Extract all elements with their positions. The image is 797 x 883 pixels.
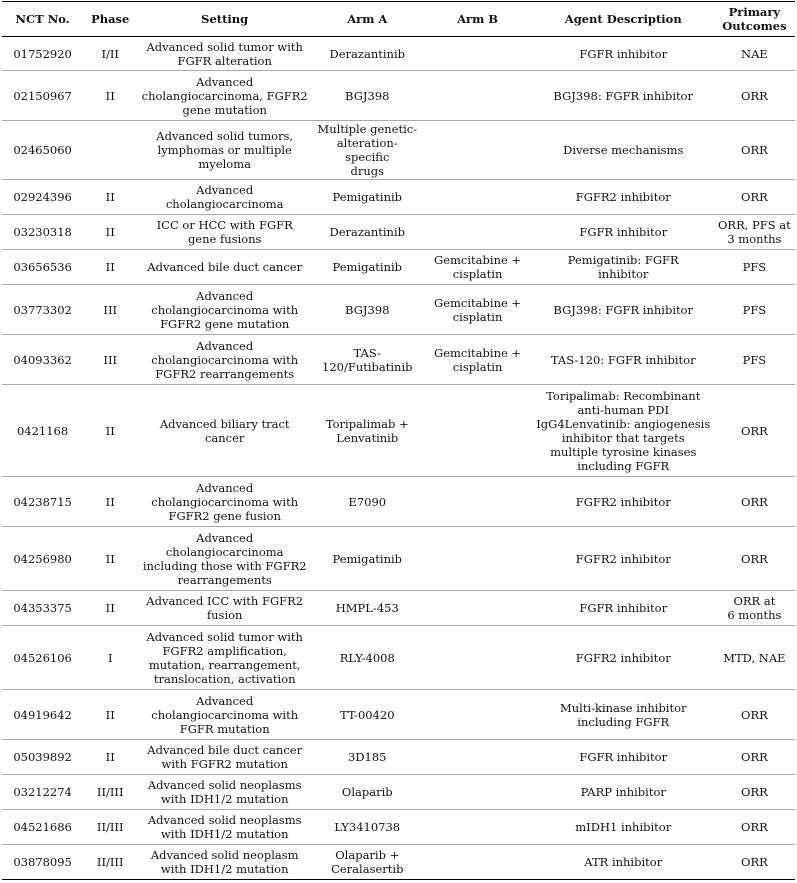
cell-nct: [2, 690, 83, 740]
cell-nct: [2, 285, 83, 335]
cell-arm-a-text: Derazantinib: [329, 225, 405, 239]
cell-nct: [2, 626, 83, 690]
cell-setting: [137, 527, 312, 591]
cell-arm-a-text: Olaparib: [341, 785, 393, 799]
cell-agent-description-text: Pemigatinib: FGFR inhibitor: [567, 253, 679, 281]
header-agent-description: Agent Description: [533, 2, 714, 37]
cell-phase: [83, 37, 137, 71]
cell-primary-outcomes: [714, 71, 795, 121]
cell-setting: [137, 775, 312, 810]
header-primary-outcomes: Primary Outcomes: [714, 2, 795, 37]
cell-nct: [2, 250, 83, 285]
cell-phase: [83, 71, 137, 121]
cell-arm-a: [312, 121, 422, 180]
cell-phase-text: II/III: [96, 785, 124, 799]
cell-primary-outcomes: [714, 385, 795, 477]
cell-setting-text: Advanced solid neoplasms with IDH1/2 mutation: [147, 778, 302, 806]
cell-arm-b: [422, 740, 532, 775]
cell-primary-outcomes: [714, 740, 795, 775]
cell-arm-a-text: HMPL-453: [335, 601, 399, 615]
cell-setting-text: Advanced ICC with FGFR2 fusion: [146, 594, 304, 622]
cell-agent-description-text: BGJ398: FGFR inhibitor: [553, 302, 694, 317]
cell-arm-a-text: BGJ398: [345, 302, 390, 317]
table-row: [2, 690, 795, 740]
cell-setting: [137, 477, 312, 527]
cell-nct-text: 04919642: [13, 707, 72, 722]
cell-phase: [83, 690, 137, 740]
table-row: [2, 37, 795, 71]
cell-setting-text: Advanced solid tumor with FGFR2 amplification, mutation, rearrangement, translocation, activation: [146, 629, 303, 686]
cell-agent-description-text: FGFR2 inhibitor: [575, 190, 671, 204]
cell-primary-outcomes: [714, 250, 795, 285]
table-body: [2, 37, 795, 880]
cell-phase: [83, 477, 137, 527]
cell-nct: [2, 477, 83, 527]
cell-agent-description-text: FGFR inhibitor: [579, 225, 668, 239]
cell-primary-outcomes-text: ORR: [741, 707, 768, 722]
cell-arm-b: [422, 180, 532, 215]
table-row: [2, 775, 795, 810]
cell-arm-a: [312, 250, 422, 285]
header-setting: Setting: [137, 2, 312, 37]
cell-setting-text: Advanced solid tumors, lymphomas or multiple myeloma: [156, 129, 294, 171]
cell-arm-a: [312, 690, 422, 740]
cell-agent-description: [533, 215, 714, 250]
cell-primary-outcomes: [714, 180, 795, 215]
cell-primary-outcomes: [714, 810, 795, 845]
cell-agent-description-text: Multi-kinase inhibitor including FGFR: [559, 700, 687, 729]
cell-agent-description-text: FGFR2 inhibitor: [575, 551, 671, 566]
cell-arm-b-text: Gemcitabine + cisplatin: [434, 295, 522, 324]
cell-nct-text: 01752920: [13, 46, 72, 61]
cell-setting: [137, 810, 312, 845]
cell-phase-text: II/III: [96, 855, 124, 869]
cell-agent-description: [533, 626, 714, 690]
table-row: [2, 71, 795, 121]
cell-phase: [83, 285, 137, 335]
cell-arm-a-text: TAS- 120/Futibatinib: [322, 345, 413, 374]
cell-primary-outcomes: [714, 527, 795, 591]
table-row: [2, 335, 795, 385]
cell-arm-b: [422, 775, 532, 810]
cell-setting: [137, 740, 312, 775]
cell-nct-text: 02150967: [13, 88, 72, 103]
cell-arm-a: [312, 845, 422, 880]
cell-setting-text: Advanced cholangiocarcinoma with FGFR2 gene fusion: [151, 480, 299, 523]
cell-nct: [2, 810, 83, 845]
cell-arm-a-text: RLY-4008: [339, 650, 395, 665]
cell-arm-a-text: Toripalimab + Lenvatinib: [325, 416, 409, 445]
cell-phase-text: II: [105, 423, 115, 438]
cell-arm-a: [312, 215, 422, 250]
cell-agent-description: [533, 180, 714, 215]
cell-arm-a-text: E7090: [348, 494, 387, 509]
cell-arm-a: [312, 385, 422, 477]
cell-nct: [2, 385, 83, 477]
cell-phase: [83, 335, 137, 385]
cell-phase: [83, 121, 137, 180]
cell-arm-b: [422, 690, 532, 740]
cell-primary-outcomes-text: ORR: [741, 785, 768, 799]
cell-setting: [137, 285, 312, 335]
cell-setting: [137, 121, 312, 180]
cell-nct-text: 03773302: [13, 302, 72, 317]
header-arm-b: Arm B: [422, 2, 532, 37]
cell-arm-a: [312, 810, 422, 845]
cell-primary-outcomes: [714, 591, 795, 626]
cell-nct: [2, 591, 83, 626]
cell-arm-a: [312, 591, 422, 626]
cell-primary-outcomes: [714, 477, 795, 527]
cell-arm-b: [422, 71, 532, 121]
cell-arm-a: [312, 285, 422, 335]
cell-phase-text: II: [105, 551, 115, 566]
table-row: [2, 740, 795, 775]
table-row: [2, 591, 795, 626]
cell-phase-text: II/III: [96, 820, 124, 834]
cell-nct: [2, 775, 83, 810]
cell-phase-text: II: [105, 88, 115, 103]
cell-nct-text: 03230318: [13, 225, 72, 239]
cell-arm-a-text: 3D185: [348, 750, 387, 764]
cell-phase-text: III: [103, 352, 118, 367]
cell-setting-text: Advanced solid neoplasm with IDH1/2 mutation: [150, 848, 299, 876]
cell-arm-a: [312, 71, 422, 121]
cell-arm-b: [422, 37, 532, 71]
cell-phase: [83, 250, 137, 285]
cell-nct: [2, 845, 83, 880]
cell-setting: [137, 215, 312, 250]
cell-arm-a-text: LY3410738: [334, 820, 401, 834]
cell-nct: [2, 527, 83, 591]
cell-nct-text: 04256980: [13, 551, 72, 566]
cell-phase-text: I/II: [101, 46, 119, 61]
cell-phase-text: II: [105, 707, 115, 722]
cell-primary-outcomes-text: ORR: [741, 423, 768, 438]
cell-arm-a: [312, 775, 422, 810]
cell-primary-outcomes-text: NAE: [741, 46, 768, 61]
cell-nct: [2, 740, 83, 775]
cell-nct-text: 02465060: [13, 143, 72, 157]
cell-primary-outcomes-text: PFS: [742, 352, 767, 367]
cell-primary-outcomes-text: PFS: [742, 260, 767, 274]
cell-setting: [137, 626, 312, 690]
cell-setting: [137, 385, 312, 477]
table-row: [2, 385, 795, 477]
cell-phase-text: II: [105, 190, 115, 204]
table-row: [2, 845, 795, 880]
cell-setting-text: Advanced solid neoplasms with IDH1/2 mutation: [147, 813, 302, 841]
cell-arm-b: [422, 591, 532, 626]
cell-primary-outcomes: [714, 775, 795, 810]
cell-primary-outcomes: [714, 335, 795, 385]
table-row: [2, 121, 795, 180]
cell-nct-text: 0421168: [16, 423, 69, 438]
cell-phase-text: II: [105, 225, 115, 239]
clinical-trials-table: [2, 1, 795, 880]
cell-setting: [137, 591, 312, 626]
cell-nct: [2, 37, 83, 71]
cell-arm-b: [422, 250, 532, 285]
cell-setting-text: Advanced bile duct cancer: [147, 260, 303, 274]
cell-arm-a: [312, 626, 422, 690]
cell-phase: [83, 180, 137, 215]
cell-primary-outcomes: [714, 626, 795, 690]
cell-agent-description: [533, 385, 714, 477]
cell-primary-outcomes-text: ORR: [741, 551, 768, 566]
cell-agent-description: [533, 775, 714, 810]
cell-setting-text: Advanced cholangiocarcinoma, FGFR2 gene mutation: [141, 74, 308, 117]
cell-primary-outcomes-text: ORR at 6 months: [727, 594, 782, 622]
table-row: [2, 250, 795, 285]
cell-arm-b: [422, 121, 532, 180]
cell-agent-description-text: FGFR2 inhibitor: [575, 650, 671, 665]
cell-primary-outcomes-text: PFS: [742, 302, 767, 317]
cell-arm-b-text: Gemcitabine + cisplatin: [434, 345, 522, 374]
cell-nct-text: 04238715: [13, 494, 72, 509]
table-row: [2, 527, 795, 591]
cell-phase: [83, 626, 137, 690]
cell-arm-b: [422, 810, 532, 845]
cell-setting-text: Advanced cholangiocarcinoma: [165, 183, 284, 211]
cell-nct-text: 04093362: [13, 352, 72, 367]
cell-arm-a: [312, 527, 422, 591]
cell-phase-text: I: [107, 650, 113, 665]
cell-agent-description-text: PARP inhibitor: [580, 785, 666, 799]
cell-primary-outcomes: [714, 215, 795, 250]
cell-agent-description: [533, 591, 714, 626]
cell-primary-outcomes: [714, 121, 795, 180]
cell-setting: [137, 335, 312, 385]
cell-agent-description: [533, 477, 714, 527]
cell-agent-description-text: TAS-120: FGFR inhibitor: [550, 352, 696, 367]
cell-nct-text: 04521686: [13, 820, 72, 834]
cell-agent-description: [533, 527, 714, 591]
cell-nct-text: 03212274: [13, 785, 72, 799]
cell-agent-description-text: BGJ398: FGFR inhibitor: [553, 88, 694, 103]
cell-arm-b-text: Gemcitabine + cisplatin: [434, 253, 522, 281]
cell-primary-outcomes: [714, 285, 795, 335]
cell-agent-description: [533, 810, 714, 845]
cell-primary-outcomes-text: MTD, NAE: [723, 650, 786, 665]
cell-phase-text: II: [105, 601, 115, 615]
cell-phase: [83, 845, 137, 880]
cell-arm-a-text: BGJ398: [345, 88, 390, 103]
cell-setting-text: Advanced solid tumor with FGFR alteration: [146, 39, 303, 68]
cell-setting: [137, 250, 312, 285]
cell-agent-description: [533, 335, 714, 385]
cell-primary-outcomes-text: ORR: [741, 143, 768, 157]
cell-arm-a-text: Pemigatinib: [332, 190, 403, 204]
cell-phase-text: II: [105, 750, 115, 764]
cell-agent-description: [533, 740, 714, 775]
cell-setting-text: Advanced cholangiocarcinoma with FGFR2 rearrangements: [151, 338, 299, 381]
cell-nct-text: 05039892: [13, 750, 72, 764]
header-nct: NCT No.: [2, 2, 83, 37]
cell-arm-a: [312, 335, 422, 385]
cell-primary-outcomes-text: ORR, PFS at 3 months: [717, 218, 791, 246]
cell-arm-a-text: Derazantinib: [329, 46, 405, 61]
cell-agent-description: [533, 250, 714, 285]
cell-phase-text: II: [105, 260, 115, 274]
cell-nct-text: 02924396: [13, 190, 72, 204]
cell-setting: [137, 845, 312, 880]
cell-phase: [83, 810, 137, 845]
cell-phase-text: II: [105, 494, 115, 509]
cell-arm-b: [422, 335, 532, 385]
cell-phase: [83, 740, 137, 775]
cell-arm-b: [422, 845, 532, 880]
cell-nct-text: 03878095: [13, 855, 72, 869]
cell-setting-text: Advanced cholangiocarcinoma including those with FGFR2 rearrangements: [142, 530, 307, 587]
cell-agent-description: [533, 285, 714, 335]
cell-phase-text: III: [103, 302, 118, 317]
table-row: [2, 180, 795, 215]
cell-nct: [2, 180, 83, 215]
table-row: [2, 285, 795, 335]
cell-phase: [83, 591, 137, 626]
cell-nct-text: 04353375: [13, 601, 72, 615]
cell-nct: [2, 71, 83, 121]
table-row: [2, 215, 795, 250]
cell-arm-b: [422, 385, 532, 477]
cell-agent-description-text: mIDH1 inhibitor: [575, 820, 672, 834]
cell-setting-text: Advanced cholangiocarcinoma with FGFR2 gene mutation: [151, 288, 299, 331]
table-header: [2, 2, 795, 37]
cell-arm-b: [422, 215, 532, 250]
cell-setting: [137, 690, 312, 740]
cell-arm-b: [422, 285, 532, 335]
cell-primary-outcomes-text: ORR: [741, 820, 768, 834]
cell-arm-a-text: Multiple genetic- alteration-specific drugs: [317, 122, 418, 178]
cell-primary-outcomes: [714, 37, 795, 71]
cell-primary-outcomes-text: ORR: [741, 750, 768, 764]
cell-setting-text: Advanced bile duct cancer with FGFR2 mutation: [147, 743, 303, 771]
cell-agent-description-text: FGFR inhibitor: [579, 601, 668, 615]
cell-arm-a: [312, 180, 422, 215]
cell-agent-description-text: Diverse mechanisms: [563, 143, 684, 157]
cell-agent-description-text: FGFR inhibitor: [579, 46, 668, 61]
cell-nct: [2, 121, 83, 180]
cell-setting: [137, 71, 312, 121]
cell-phase: [83, 385, 137, 477]
cell-primary-outcomes-text: ORR: [741, 494, 768, 509]
header-row: [2, 2, 795, 37]
cell-phase: [83, 527, 137, 591]
cell-agent-description-text: FGFR2 inhibitor: [575, 494, 671, 509]
cell-agent-description: [533, 690, 714, 740]
cell-agent-description: [533, 37, 714, 71]
cell-agent-description-text: ATR inhibitor: [584, 855, 663, 869]
cell-arm-a-text: TT-00420: [339, 707, 395, 722]
cell-nct-text: 03656536: [13, 260, 72, 274]
table-row: [2, 626, 795, 690]
cell-arm-a-text: Pemigatinib: [332, 260, 403, 274]
cell-nct: [2, 335, 83, 385]
cell-phase: [83, 775, 137, 810]
cell-agent-description-text: Toripalimab: Recombinant anti-human PDI IgG4Lenvatinib: angiogenesis inhibitor that targets multiple tyrosine kinases including FGFR: [536, 388, 711, 473]
cell-arm-a-text: Olaparib + Ceralasertib: [331, 848, 404, 876]
cell-phase: [83, 215, 137, 250]
cell-primary-outcomes: [714, 690, 795, 740]
cell-nct: [2, 215, 83, 250]
cell-arm-b: [422, 527, 532, 591]
cell-setting: [137, 37, 312, 71]
cell-arm-a-text: Pemigatinib: [332, 551, 403, 566]
table-row: [2, 477, 795, 527]
cell-arm-a: [312, 740, 422, 775]
cell-setting: [137, 180, 312, 215]
cell-agent-description: [533, 71, 714, 121]
header-phase: Phase: [83, 2, 137, 37]
header-arm-a: Arm A: [312, 2, 422, 37]
cell-agent-description: [533, 121, 714, 180]
cell-primary-outcomes-text: ORR: [741, 88, 768, 103]
cell-agent-description: [533, 845, 714, 880]
cell-arm-b: [422, 477, 532, 527]
cell-primary-outcomes-text: ORR: [741, 190, 768, 204]
cell-arm-a: [312, 37, 422, 71]
cell-agent-description-text: FGFR inhibitor: [579, 750, 668, 764]
cell-arm-a: [312, 477, 422, 527]
cell-primary-outcomes-text: ORR: [741, 855, 768, 869]
cell-setting-text: Advanced biliary tract cancer: [159, 416, 290, 445]
cell-primary-outcomes: [714, 845, 795, 880]
table-row: [2, 810, 795, 845]
cell-nct-text: 04526106: [13, 650, 72, 665]
cell-setting-text: Advanced cholangiocarcinoma with FGFR mutation: [151, 693, 299, 736]
cell-arm-b: [422, 626, 532, 690]
cell-setting-text: ICC or HCC with FGFR gene fusions: [156, 218, 293, 246]
